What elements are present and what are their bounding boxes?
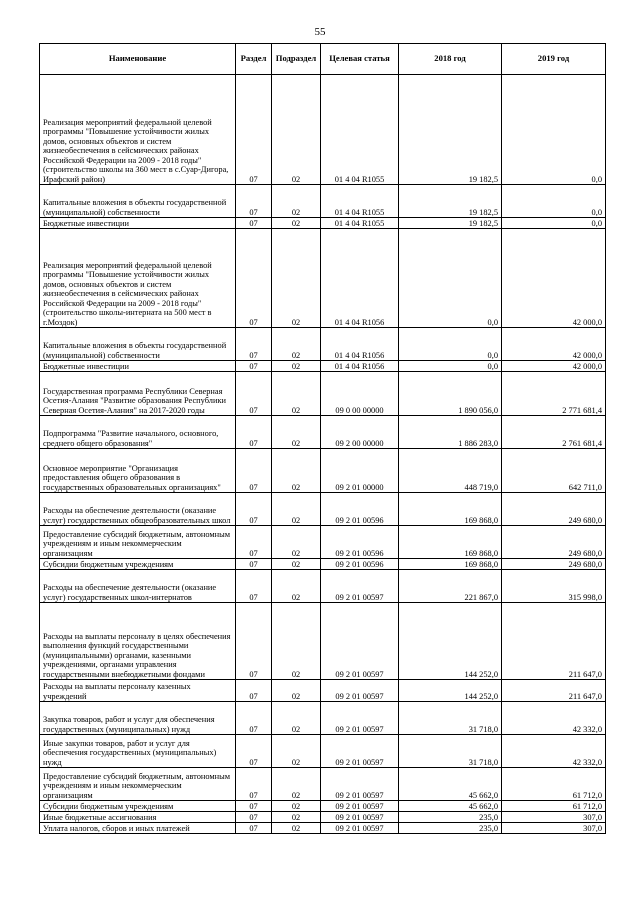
cell-name: Иные закупки товаров, работ и услуг для обеспечения государственных (муниципальных) нужд [40, 735, 236, 768]
cell-subsection: 02 [272, 570, 321, 603]
cell-target: 01 4 04 R1055 [321, 185, 399, 218]
cell-y2019: 249 680,0 [502, 493, 606, 526]
cell-section: 07 [236, 372, 272, 416]
cell-name: Расходы на обеспечение деятельности (оказание услуг) государственных общеобразовательных школ [40, 493, 236, 526]
cell-y2019: 42 332,0 [502, 735, 606, 768]
cell-name: Предоставление субсидий бюджетным, автономным учреждениям и иным некоммерческим организациям [40, 768, 236, 801]
table-row [40, 559, 606, 570]
cell-name: Субсидии бюджетным учреждениям [40, 801, 236, 812]
table-row [40, 328, 606, 361]
table-row [40, 823, 606, 834]
page-number: 55 [314, 26, 326, 38]
cell-subsection: 02 [272, 449, 321, 493]
cell-section: 07 [236, 449, 272, 493]
cell-name: Уплата налогов, сборов и иных платежей [40, 823, 236, 834]
cell-target: 01 4 04 R1056 [321, 328, 399, 361]
header-subsection: Подраздел [272, 44, 321, 75]
cell-subsection: 02 [272, 493, 321, 526]
cell-y2019: 61 712,0 [502, 801, 606, 812]
cell-subsection: 02 [272, 823, 321, 834]
cell-target: 09 2 01 00596 [321, 526, 399, 559]
cell-target: 09 2 00 00000 [321, 416, 399, 449]
table-row [40, 229, 606, 328]
cell-y2018: 31 718,0 [399, 702, 502, 735]
table-row [40, 449, 606, 493]
cell-section: 07 [236, 185, 272, 218]
cell-y2019: 307,0 [502, 823, 606, 834]
table-row [40, 361, 606, 372]
cell-name: Субсидии бюджетным учреждениям [40, 559, 236, 570]
cell-name: Основное мероприятие "Организация предоставления общего образования в государственных образовательных организациях" [40, 449, 236, 493]
cell-y2018: 448 719,0 [399, 449, 502, 493]
table-row [40, 75, 606, 185]
cell-name: Капитальные вложения в объекты государственной (муниципальной) собственности [40, 185, 236, 218]
cell-target: 09 2 01 00000 [321, 449, 399, 493]
cell-name: Предоставление субсидий бюджетным, автономным учреждениям и иным некоммерческим организациям [40, 526, 236, 559]
cell-y2019: 0,0 [502, 218, 606, 229]
cell-y2019: 249 680,0 [502, 559, 606, 570]
cell-section: 07 [236, 328, 272, 361]
cell-y2018: 0,0 [399, 361, 502, 372]
cell-y2018: 235,0 [399, 823, 502, 834]
cell-name: Расходы на выплаты персоналу в целях обеспечения выполнения функций государственными (муниципальными) органами, казенными учреждениями, органами управления государственными внебюджетными фондами [40, 603, 236, 680]
cell-y2019: 211 647,0 [502, 603, 606, 680]
cell-section: 07 [236, 361, 272, 372]
cell-subsection: 02 [272, 416, 321, 449]
cell-y2018: 45 662,0 [399, 768, 502, 801]
cell-y2018: 169 868,0 [399, 526, 502, 559]
cell-y2019: 42 332,0 [502, 702, 606, 735]
cell-target: 01 4 04 R1055 [321, 75, 399, 185]
cell-target: 09 2 01 00597 [321, 603, 399, 680]
cell-section: 07 [236, 493, 272, 526]
cell-target: 01 4 04 R1055 [321, 218, 399, 229]
cell-section: 07 [236, 75, 272, 185]
table-row [40, 702, 606, 735]
cell-y2018: 45 662,0 [399, 801, 502, 812]
cell-subsection: 02 [272, 768, 321, 801]
cell-y2019: 42 000,0 [502, 361, 606, 372]
cell-target: 01 4 04 R1056 [321, 361, 399, 372]
cell-y2018: 235,0 [399, 812, 502, 823]
cell-target: 09 2 01 00597 [321, 680, 399, 702]
table-row [40, 603, 606, 680]
cell-y2019: 42 000,0 [502, 328, 606, 361]
cell-subsection: 02 [272, 812, 321, 823]
table-row [40, 416, 606, 449]
cell-subsection: 02 [272, 372, 321, 416]
cell-y2019: 0,0 [502, 75, 606, 185]
cell-y2019: 307,0 [502, 812, 606, 823]
cell-y2019: 0,0 [502, 185, 606, 218]
header-name: Наименование [40, 44, 236, 75]
cell-target: 09 2 01 00596 [321, 493, 399, 526]
table-header-row [40, 44, 606, 75]
table-body [40, 75, 606, 834]
cell-subsection: 02 [272, 603, 321, 680]
cell-subsection: 02 [272, 559, 321, 570]
cell-subsection: 02 [272, 680, 321, 702]
cell-y2018: 221 867,0 [399, 570, 502, 603]
table-row [40, 801, 606, 812]
cell-target: 01 4 04 R1056 [321, 229, 399, 328]
budget-table [39, 43, 606, 834]
cell-subsection: 02 [272, 218, 321, 229]
cell-subsection: 02 [272, 361, 321, 372]
cell-target: 09 2 01 00597 [321, 702, 399, 735]
cell-y2019: 642 711,0 [502, 449, 606, 493]
table-row [40, 185, 606, 218]
cell-y2019: 2 771 681,4 [502, 372, 606, 416]
cell-y2018: 19 182,5 [399, 185, 502, 218]
cell-target: 09 2 01 00597 [321, 735, 399, 768]
cell-target: 09 2 01 00597 [321, 801, 399, 812]
cell-section: 07 [236, 768, 272, 801]
cell-y2019: 315 998,0 [502, 570, 606, 603]
cell-y2019: 61 712,0 [502, 768, 606, 801]
cell-section: 07 [236, 229, 272, 328]
cell-target: 09 2 01 00597 [321, 823, 399, 834]
cell-subsection: 02 [272, 702, 321, 735]
cell-y2018: 0,0 [399, 229, 502, 328]
cell-section: 07 [236, 526, 272, 559]
cell-y2018: 19 182,5 [399, 218, 502, 229]
cell-y2018: 144 252,0 [399, 680, 502, 702]
header-target: Целевая статья [321, 44, 399, 75]
cell-y2018: 169 868,0 [399, 559, 502, 570]
header-section: Раздел [236, 44, 272, 75]
table-row [40, 372, 606, 416]
table-row [40, 218, 606, 229]
cell-y2018: 0,0 [399, 328, 502, 361]
cell-section: 07 [236, 416, 272, 449]
cell-name: Бюджетные инвестиции [40, 361, 236, 372]
header-2019: 2019 год [502, 44, 606, 75]
cell-y2018: 19 182,5 [399, 75, 502, 185]
cell-y2018: 169 868,0 [399, 493, 502, 526]
cell-target: 09 0 00 00000 [321, 372, 399, 416]
cell-section: 07 [236, 823, 272, 834]
cell-name: Закупка товаров, работ и услуг для обеспечения государственных (муниципальных) нужд [40, 702, 236, 735]
cell-name: Подпрограмма "Развитие начального, основного, среднего общего образования" [40, 416, 236, 449]
cell-target: 09 2 01 00597 [321, 812, 399, 823]
cell-section: 07 [236, 570, 272, 603]
cell-name: Бюджетные инвестиции [40, 218, 236, 229]
cell-target: 09 2 01 00597 [321, 768, 399, 801]
cell-y2018: 1 886 283,0 [399, 416, 502, 449]
cell-y2019: 2 761 681,4 [502, 416, 606, 449]
cell-subsection: 02 [272, 526, 321, 559]
cell-name: Государственная программа Республики Северная Осетия-Алания "Развитие образования Республики Северная Осетия-Алания" на 2017-2020 годы [40, 372, 236, 416]
cell-name: Реализация мероприятий федеральной целевой программы "Повышение устойчивости жилых домов, основных объектов и систем жизнеобеспечения в сейсмических районах Российской Федерации на 2009 - 2018 годы" (строительство школы на 360 мест в с.Суар-Дигора, Ирафский район) [40, 75, 236, 185]
header-2018: 2018 год [399, 44, 502, 75]
cell-y2018: 31 718,0 [399, 735, 502, 768]
cell-section: 07 [236, 559, 272, 570]
cell-section: 07 [236, 702, 272, 735]
cell-section: 07 [236, 801, 272, 812]
cell-subsection: 02 [272, 75, 321, 185]
table-row [40, 526, 606, 559]
cell-subsection: 02 [272, 735, 321, 768]
cell-name: Расходы на обеспечение деятельности (оказание услуг) государственных школ-интернатов [40, 570, 236, 603]
cell-subsection: 02 [272, 185, 321, 218]
cell-y2018: 1 890 056,0 [399, 372, 502, 416]
table-row [40, 812, 606, 823]
cell-name: Иные бюджетные ассигнования [40, 812, 236, 823]
cell-y2018: 144 252,0 [399, 603, 502, 680]
cell-name: Реализация мероприятий федеральной целевой программы "Повышение устойчивости жилых домов, основных объектов и систем жизнеобеспечения в сейсмических районах Российской Федерации на 2009 - 2018 годы" (строительство школы-интерната на 500 мест в г.Моздок) [40, 229, 236, 328]
cell-section: 07 [236, 603, 272, 680]
cell-y2019: 42 000,0 [502, 229, 606, 328]
cell-section: 07 [236, 735, 272, 768]
cell-target: 09 2 01 00596 [321, 559, 399, 570]
cell-subsection: 02 [272, 801, 321, 812]
cell-name: Капитальные вложения в объекты государственной (муниципальной) собственности [40, 328, 236, 361]
cell-subsection: 02 [272, 328, 321, 361]
cell-section: 07 [236, 812, 272, 823]
cell-section: 07 [236, 680, 272, 702]
cell-subsection: 02 [272, 229, 321, 328]
cell-y2019: 249 680,0 [502, 526, 606, 559]
table-row [40, 768, 606, 801]
cell-target: 09 2 01 00597 [321, 570, 399, 603]
cell-section: 07 [236, 218, 272, 229]
cell-y2019: 211 647,0 [502, 680, 606, 702]
table-row [40, 680, 606, 702]
table-row [40, 493, 606, 526]
table-row [40, 735, 606, 768]
table-row [40, 570, 606, 603]
cell-name: Расходы на выплаты персоналу казенных учреждений [40, 680, 236, 702]
